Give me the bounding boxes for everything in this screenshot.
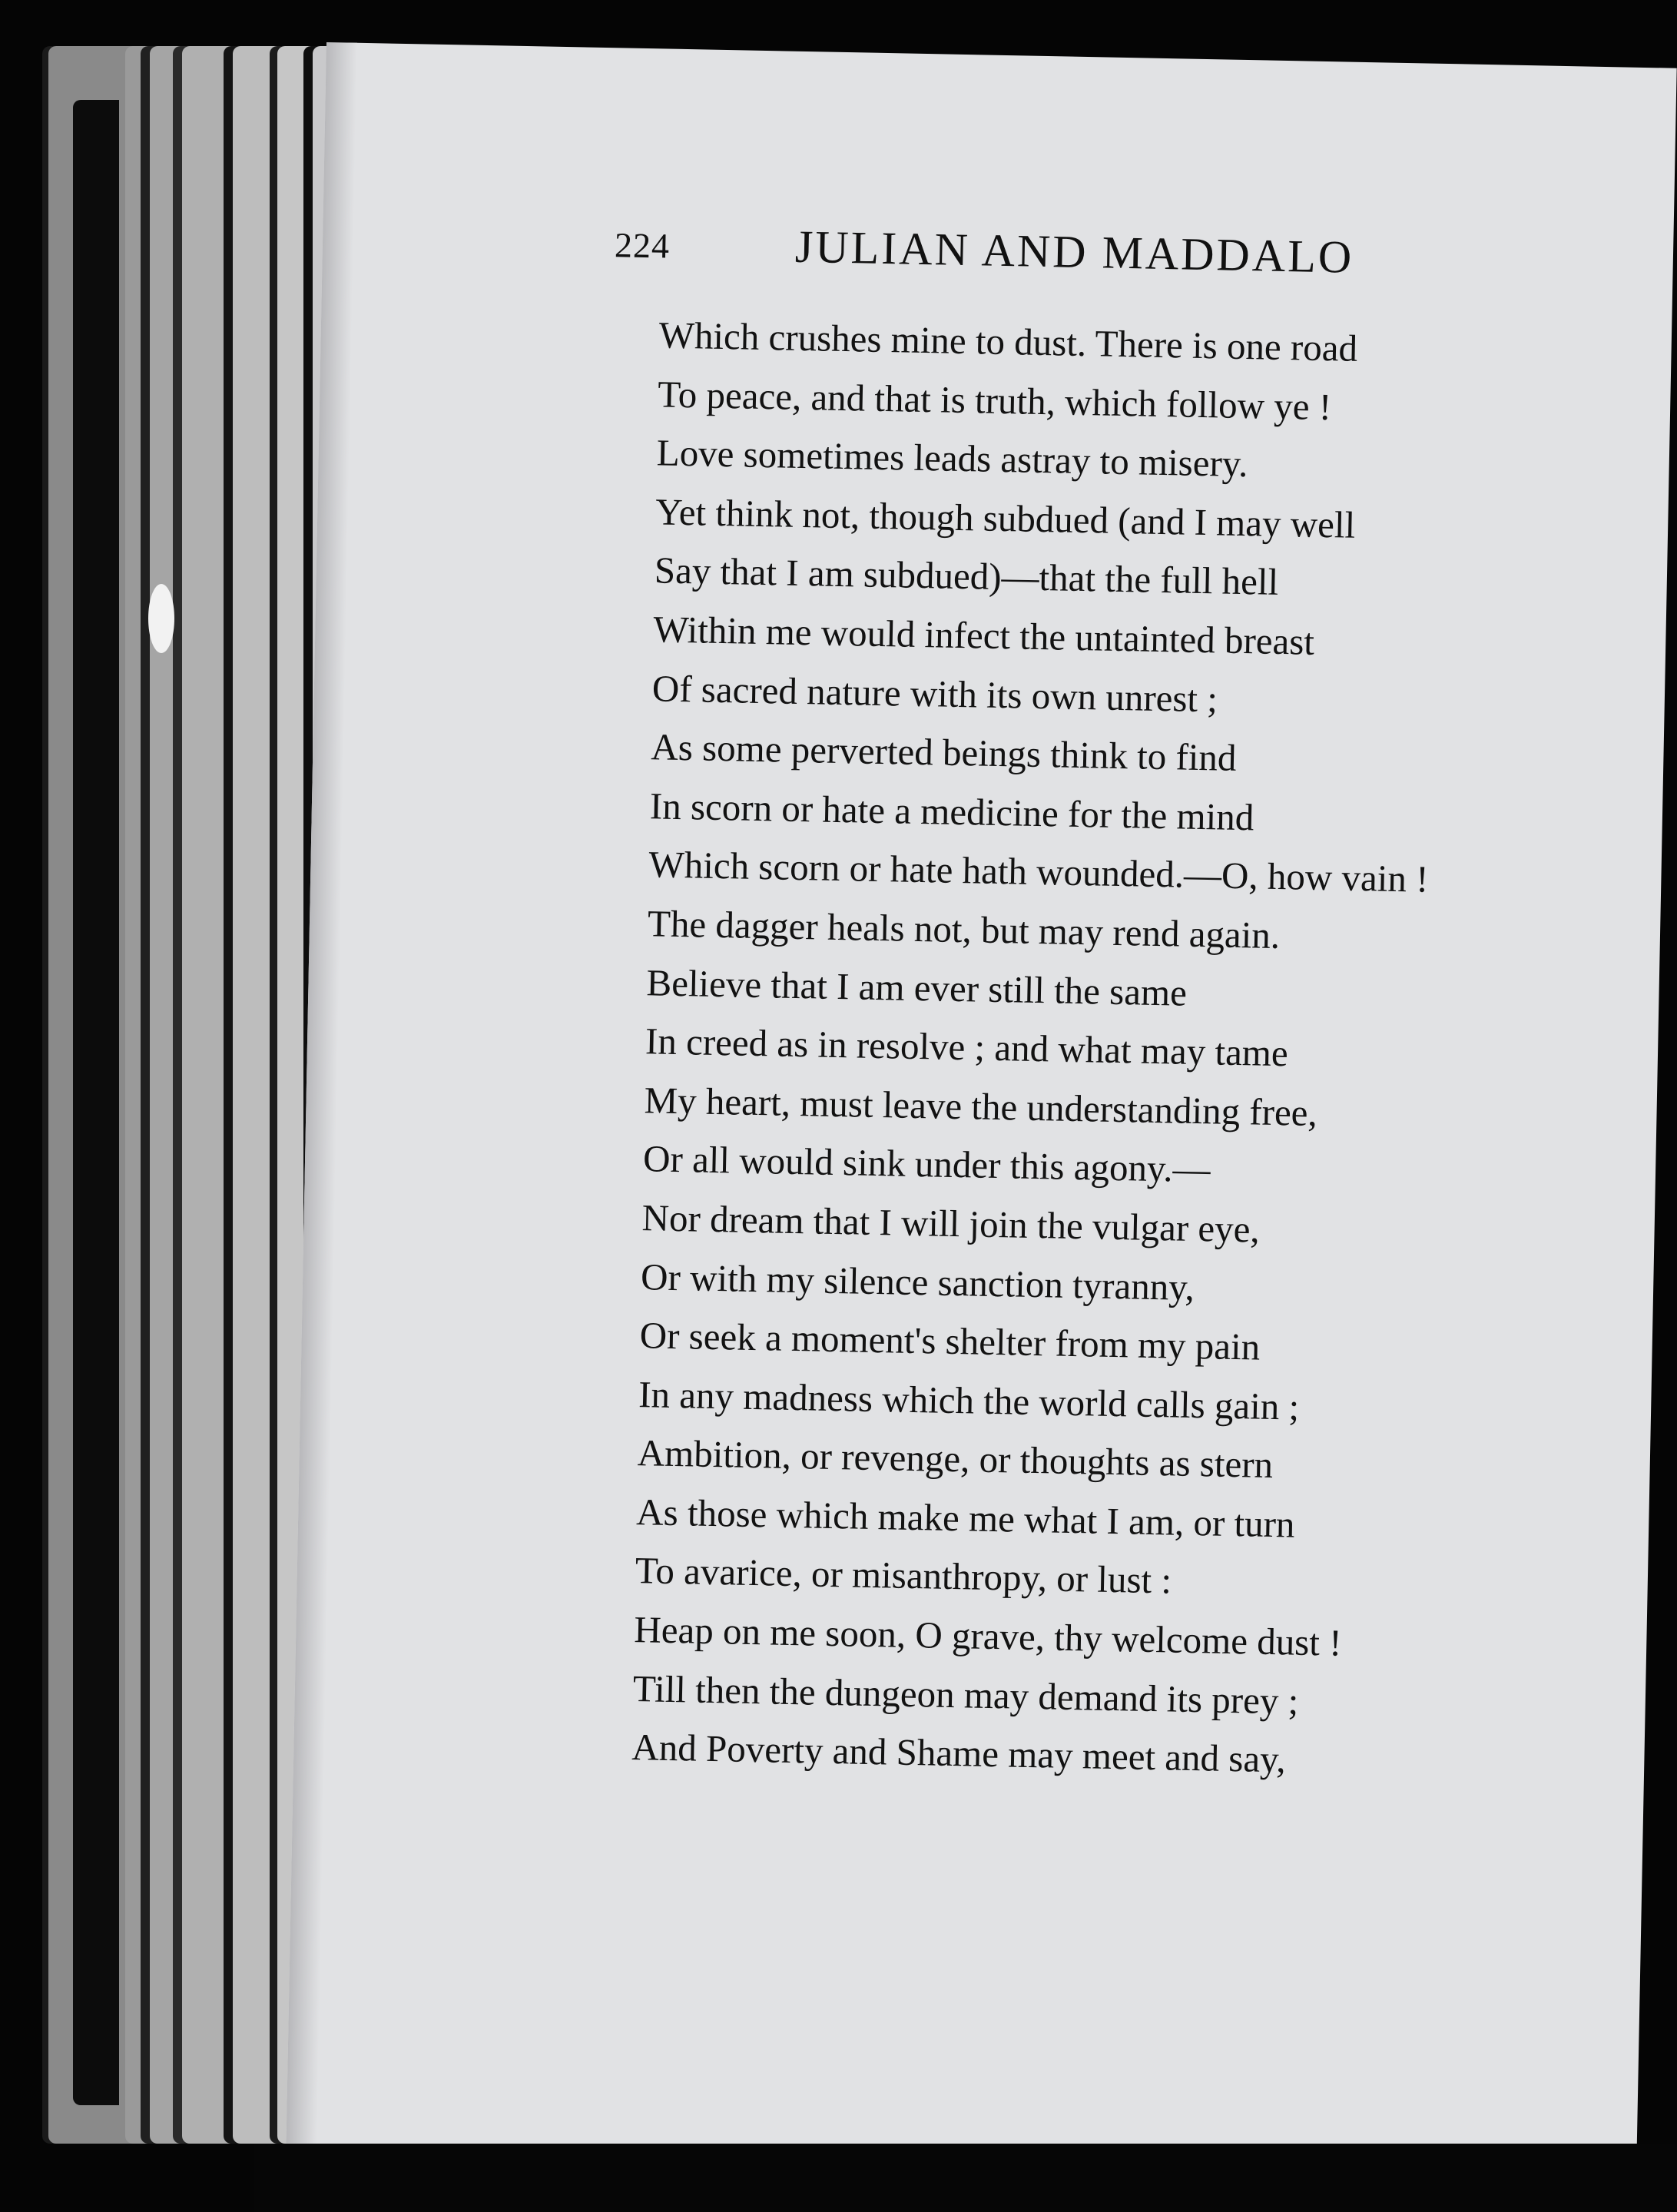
poem-line: As some perverted beings think to find (650, 725, 1237, 780)
poem-line: My heart, must leave the understanding free, (644, 1078, 1318, 1134)
poem-line: In creed as in resolve ; and what may tame (645, 1020, 1289, 1075)
poem-line: Or all would sink under this agony.— (642, 1137, 1211, 1191)
bottom-shadow (254, 2144, 1677, 2212)
poem-line: Which scorn or hate hath wounded.—O, how vain ! (648, 843, 1430, 901)
poem-line: Believe that I am ever still the same (646, 960, 1188, 1014)
poem-line: In any madness which the world calls gain ; (638, 1372, 1300, 1428)
poem-line: Ambition, or revenge, or thoughts as stern (637, 1431, 1274, 1487)
poem-line: Which crushes mine to dust. There is one road (658, 313, 1358, 370)
poem-line: Till then the dungeon may demand its prey ; (632, 1666, 1299, 1723)
poem-line: To avarice, or misanthropy, or lust : (635, 1549, 1172, 1602)
poem-line: And Poverty and Shame may meet and say, (631, 1726, 1287, 1781)
poem-line: Of sacred nature with its own unrest ; (651, 666, 1218, 720)
running-head (614, 217, 1460, 283)
poem-line: Yet think not, though subdued (and I may well (655, 490, 1356, 546)
page-title: JULIAN AND MADDALO (794, 221, 1354, 283)
poem-line: Heap on me soon, O grave, thy welcome dust ! (633, 1608, 1343, 1664)
poem-line: Nor dream that I will join the vulgar eye, (641, 1196, 1261, 1251)
poem-line: As those which make me what I am, or turn (635, 1490, 1296, 1546)
poem-line: To peace, and that is truth, which follow ye ! (657, 372, 1332, 428)
poem-line: Within me would infect the untainted breast (652, 608, 1315, 663)
poem-line: Or with my silence sanction tyranny, (640, 1255, 1195, 1308)
poem-line: Or seek a moment's shelter from my pain (639, 1314, 1261, 1368)
poem-line: The dagger heals not, but may rend again. (647, 902, 1281, 957)
paper-speck (148, 584, 174, 653)
poem-line: Love sometimes leads astray to misery. (656, 431, 1248, 486)
page-number: 224 (614, 225, 671, 266)
poem-line: Say that I am subdued)—that the full hell (654, 549, 1279, 604)
poem-text (631, 306, 1643, 1796)
poem-line: In scorn or hate a medicine for the mind (649, 784, 1254, 839)
book-page (286, 42, 1676, 2169)
